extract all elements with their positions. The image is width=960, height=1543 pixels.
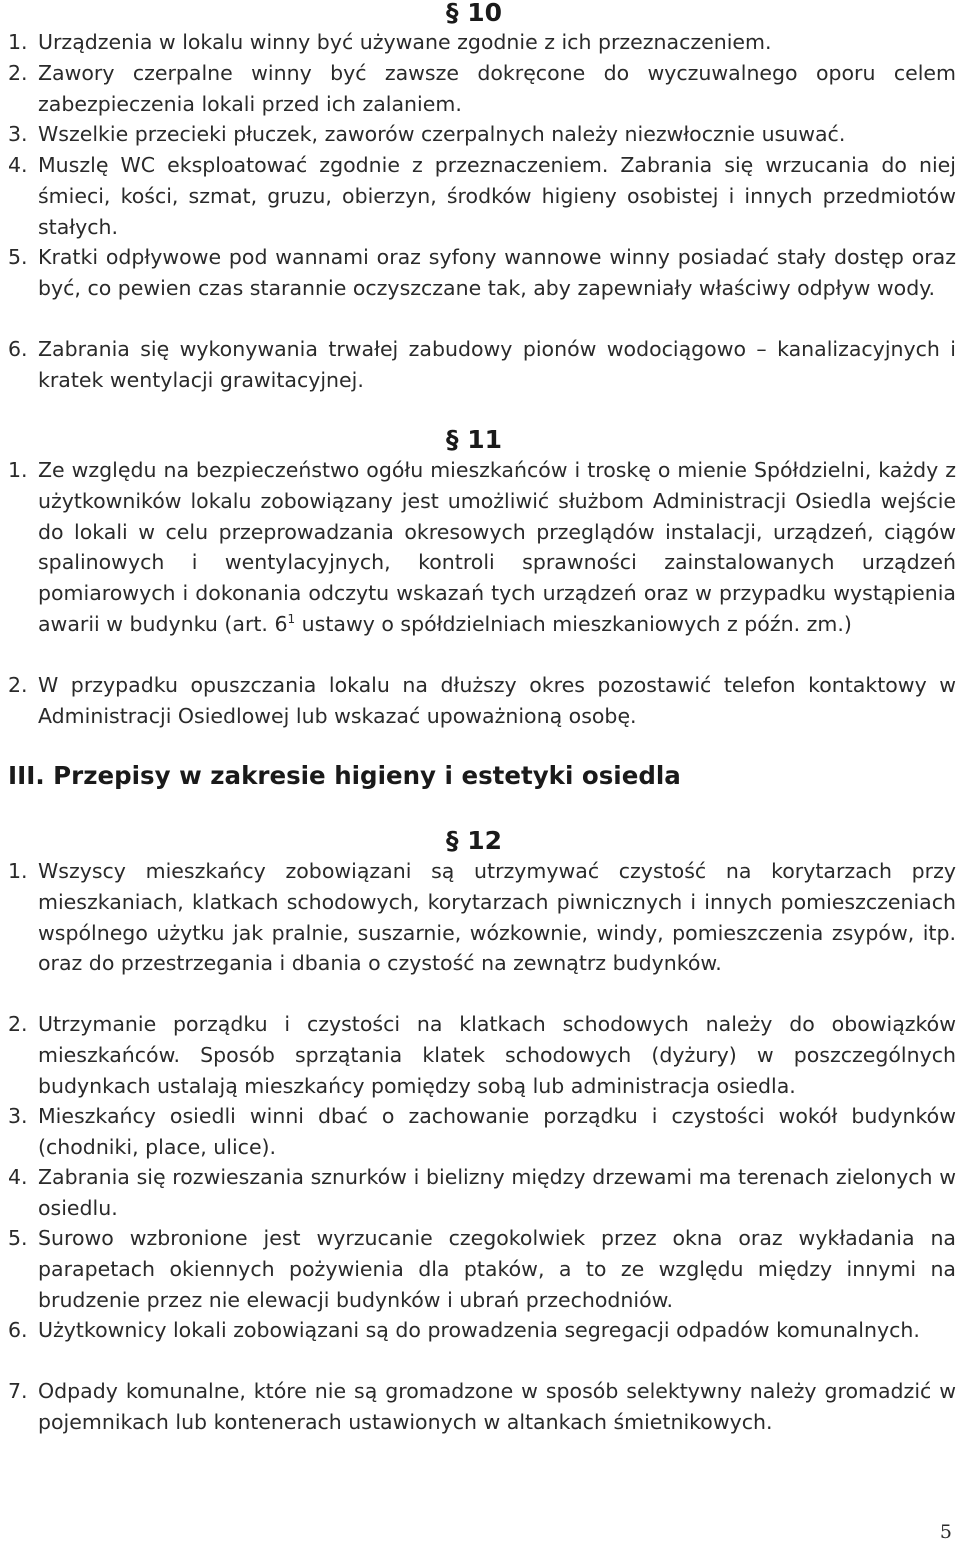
section-number: 10 — [467, 0, 503, 27]
item-number: 6. — [8, 337, 28, 361]
item-number: 5. — [8, 1226, 28, 1250]
item-text: W przypadku opuszczania lokalu na dłuższy okres pozostawić telefon kontaktowy w Administracji Osiedlowej lub wskazać upoważnioną osobę. — [38, 673, 956, 728]
chapter-heading: III. Przepisy w zakresie higieny i estetyki osiedla — [8, 761, 681, 790]
list-item — [8, 119, 956, 150]
item-number: 1. — [8, 859, 28, 883]
item-number: 6. — [8, 1318, 28, 1342]
item-number: 4. — [8, 1165, 28, 1189]
list-item — [8, 1009, 956, 1101]
item-text: Mieszkańcy osiedli winni dbać o zachowanie porządku i czystości wokół budynków (chodniki, place, ulice). — [38, 1104, 956, 1159]
section-symbol: § — [446, 826, 459, 855]
section-symbol: § — [446, 425, 459, 454]
item-text: Surowo wzbronione jest wyrzucanie czegokolwiek przez okna oraz wykładania na parapetach okiennych pożywienia dla ptaków, a to ze względu między innymi na brudzenie przez nie elewacji budynków i ubrań przechodniów. — [38, 1226, 956, 1312]
list-item — [8, 1162, 956, 1224]
item-number: 2. — [8, 673, 28, 697]
list-item — [8, 1315, 956, 1346]
item-text — [38, 455, 956, 640]
item-number: 3. — [8, 122, 28, 146]
section-heading — [446, 0, 502, 28]
item-text-part: ustawy o spółdzielniach mieszkaniowych z późn. zm.) — [295, 611, 852, 636]
section-number: 11 — [467, 425, 503, 454]
item-text: Wszelkie przecieki płuczek, zaworów czerpalnych należy niezwłocznie usuwać. — [38, 122, 846, 146]
item-text: Urządzenia w lokalu winny być używane zgodnie z ich przeznaczeniem. — [38, 30, 772, 54]
section-number: 12 — [467, 826, 503, 855]
item-text: Odpady komunalne, które nie są gromadzone w sposób selektywny należy gromadzić w pojemnikach lub kontenerach ustawionych w altankach śmietnikowych. — [38, 1379, 956, 1434]
page-number: 5 — [939, 1521, 952, 1543]
list-item — [8, 27, 956, 58]
item-text: Kratki odpływowe pod wannami oraz syfony wannowe winny posiadać stały dostęp oraz być, co pewien czas starannie oczyszczane tak, aby zapewniały właściwy odpływ wody. — [38, 245, 956, 300]
item-text: Użytkownicy lokali zobowiązani są do prowadzenia segregacji odpadów komunalnych. — [38, 1318, 920, 1342]
item-number: 4. — [8, 153, 28, 177]
list-item — [8, 856, 956, 979]
item-text: Wszyscy mieszkańcy zobowiązani są utrzymywać czystość na korytarzach przy mieszkaniach, klatkach schodowych, korytarzach piwnicznych i innych pomieszczeniach wspólnego użytku jak pralnie, suszarnie, wózkownie, windy, pomieszczenia zsypów, itp. oraz do przestrzegania i dbania o czystość na zewnątrz budynków. — [38, 859, 956, 976]
list-item — [8, 242, 956, 304]
list-item — [8, 455, 956, 640]
list-item — [8, 670, 956, 732]
item-text: Zabrania się wykonywania trwałej zabudowy pionów wodociągowo – kanalizacyjnych i kratek wentylacji grawitacyjnej. — [38, 337, 956, 392]
item-text: Muszlę WC eksploatować zgodnie z przeznaczeniem. Zabrania się wrzucania do niej śmieci, kości, szmat, gruzu, obierzyn, środków higieny osobistej i innych przedmiotów stałych. — [38, 153, 956, 239]
item-number: 3. — [8, 1104, 28, 1128]
list-item — [8, 1376, 956, 1438]
item-number: 5. — [8, 245, 28, 269]
list-item — [8, 150, 956, 242]
item-text: Zabrania się rozwieszania sznurków i bielizny między drzewami ma terenach zielonych w osiedlu. — [38, 1165, 956, 1220]
section-heading — [446, 826, 502, 856]
list-item — [8, 58, 956, 120]
item-number: 2. — [8, 61, 28, 85]
section-symbol: § — [446, 0, 459, 27]
list-item — [8, 1223, 956, 1315]
superscript: 1 — [287, 611, 296, 626]
item-number: 2. — [8, 1012, 28, 1036]
item-number: 1. — [8, 30, 28, 54]
item-text: Utrzymanie porządku i czystości na klatkach schodowych należy do obowiązków mieszkańców. Sposób sprzątania klatek schodowych (dyżury) w poszczególnych budynkach ustalają mieszkańcy pomiędzy sobą lub administracja osiedla. — [38, 1012, 956, 1098]
item-text: Zawory czerpalne winny być zawsze dokręcone do wyczuwalnego oporu celem zabezpieczenia lokali przed ich zalaniem. — [38, 61, 956, 116]
list-item — [8, 334, 956, 396]
section-heading — [446, 425, 502, 455]
item-number: 7. — [8, 1379, 28, 1403]
item-text-part: Ze względu na bezpieczeństwo ogółu mieszkańców i troskę o mienie Spółdzielni, każdy z użytkowników lokalu zobowiązany jest umożliwić służbom Administracji Osiedla wejście do lokali w celu przeprowadzania okresowych przeglądów instalacji, urządzeń, ciągów spalinowych i wentylacyjnych, kontroli sprawności zainstalowanych urządzeń pomiarowych i dokonania odczytu wskazań tych urządzeń oraz w przypadku wystąpienia awarii w budynku (art. 6 — [38, 458, 956, 636]
list-item — [8, 1101, 956, 1163]
item-number: 1. — [8, 458, 28, 482]
